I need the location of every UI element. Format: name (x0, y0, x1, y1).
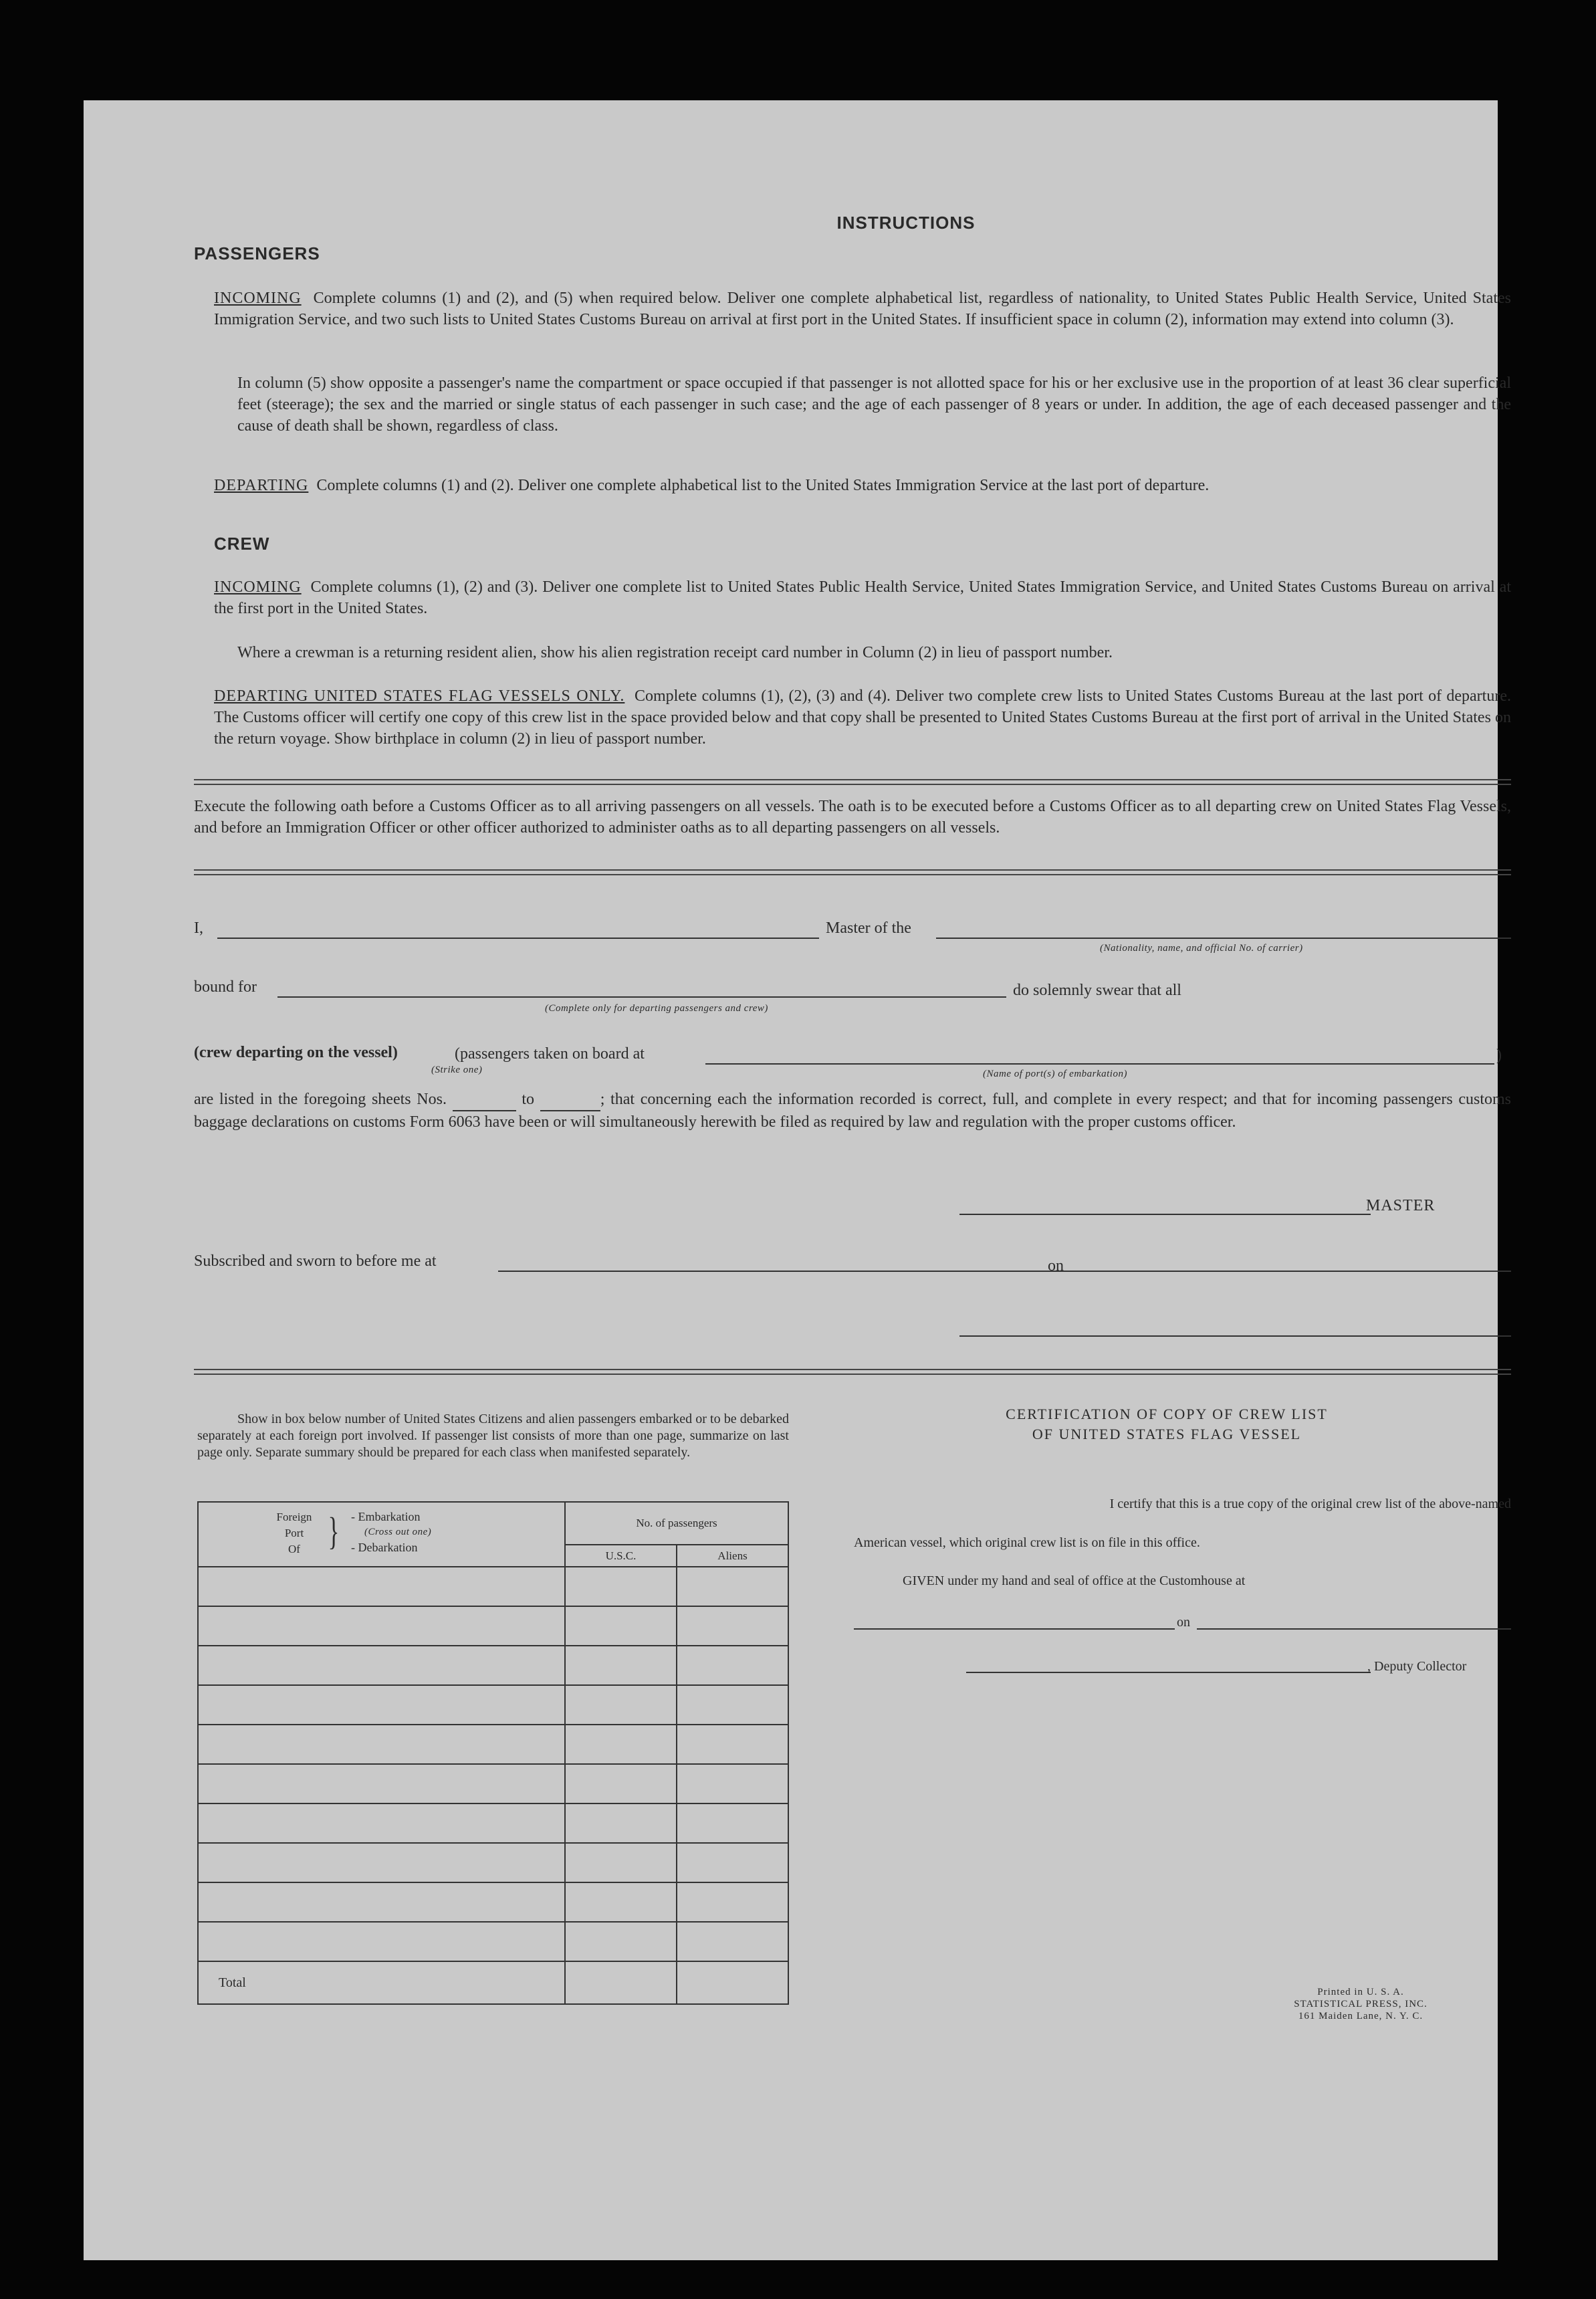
table-row (198, 1843, 788, 1882)
usc-cell[interactable] (565, 1803, 677, 1843)
master-of-label: Master of the (826, 919, 911, 937)
divider-line (194, 1369, 1511, 1375)
usc-cell[interactable] (565, 1685, 677, 1725)
certification-title-line2: OF UNITED STATES FLAG VESSEL (1032, 1426, 1302, 1442)
port-cell[interactable] (198, 1725, 565, 1764)
sheet-from-field[interactable] (453, 1089, 516, 1111)
bound-for-field[interactable] (277, 996, 1006, 998)
given-text: GIVEN under my hand and seal of office at the Customhouse at (903, 1573, 1246, 1588)
embarkation-option[interactable]: - Embarkation (351, 1510, 421, 1523)
usc-cell[interactable] (565, 1843, 677, 1882)
deputy-collector-label: , Deputy Collector (1367, 1659, 1467, 1674)
carrier-caption: (Nationality, name, and official No. of carrier) (1100, 943, 1303, 954)
deputy-signature-field[interactable] (966, 1672, 1371, 1673)
crew-resident-paragraph: Where a crewman is a returning resident alien, show his alien registration receipt card number in Column (2) in lieu of passport number. (237, 644, 1113, 661)
certification-title-line1: CERTIFICATION OF COPY OF CREW LIST (1006, 1406, 1328, 1422)
aliens-header: Aliens (677, 1545, 788, 1567)
master-signature-field[interactable] (959, 1214, 1371, 1215)
printer-line2: STATISTICAL PRESS, INC. (1294, 1999, 1428, 2009)
crew-departing-option[interactable]: (crew departing on the vessel) (194, 1044, 398, 1061)
port-cell[interactable] (198, 1685, 565, 1725)
passengers-departing-text: Complete columns (1) and (2). Deliver one complete alphabetical list to the United States Immigration Service at the last port of departure. (316, 477, 1210, 494)
bound-caption: (Complete only for departing passengers and crew) (545, 1003, 768, 1014)
table-row (198, 1764, 788, 1803)
table-row (198, 1685, 788, 1725)
total-label: Total (198, 1961, 565, 2004)
port-cell[interactable] (198, 1922, 565, 1961)
american-text: American vessel, which original crew list is on file in this office. (854, 1535, 1200, 1550)
listed-rest: ; that concerning each the information recorded is correct, full, and complete in every respect; and that for incoming passengers customs baggage declarations on customs Form 6063 have been or will simultaneously herewith be filed as required by law and regulation with the proper customs officer. (194, 1091, 1512, 1131)
printer-line1: Printed in U. S. A. (1317, 1987, 1404, 1997)
usc-cell[interactable] (565, 1606, 677, 1646)
crew-departing-paragraph (214, 685, 1511, 750)
aliens-total-cell[interactable] (677, 1961, 788, 2004)
swear-label: do solemnly swear that all (1013, 982, 1181, 999)
embarkation-port-field[interactable] (705, 1063, 1494, 1065)
port-cell[interactable] (198, 1567, 565, 1606)
port-cell[interactable] (198, 1803, 565, 1843)
usc-cell[interactable] (565, 1764, 677, 1803)
column5-paragraph: In column (5) show opposite a passenger's name the compartment or space occupied if that passenger is not allotted space for his or her exclusive use in the proportion of at least 36 clear superficial feet (steerage); the sex and the married or single status of each passenger in such case; and the age of each passenger of 8 years or under. In addition, the age of each deceased passenger and the cause of death shall be shown, regardless of class. (237, 374, 1511, 435)
master-label: MASTER (1366, 1197, 1436, 1214)
usc-cell[interactable] (565, 1646, 677, 1685)
certification-title (913, 1404, 1421, 1444)
certification-on-label: on (1177, 1615, 1190, 1630)
port-cell[interactable] (198, 1843, 565, 1882)
certification-date-field[interactable] (1197, 1628, 1511, 1630)
aliens-cell[interactable] (677, 1685, 788, 1725)
table-row (198, 1725, 788, 1764)
sworn-date-field[interactable] (1068, 1271, 1511, 1272)
document-page (84, 100, 1512, 2260)
total-row (198, 1961, 788, 2004)
passengers-incoming-label: INCOMING (214, 290, 302, 307)
passengers-incoming-text: Complete columns (1) and (2), and (5) when required below. Deliver one complete alphabetical list, regardless of nationality, to United States Public Health Service, United States Immigration Service, and two such lists to United States Customs Bureau on arrival at first port in the United States. If insufficient space in column (2), information may extend into column (3). (214, 290, 1511, 328)
close-paren: ) (1496, 1047, 1502, 1064)
sworn-on-label: on (1048, 1257, 1064, 1275)
aliens-cell[interactable] (677, 1646, 788, 1685)
master-name-field[interactable] (217, 938, 819, 939)
officer-signature-field[interactable] (959, 1335, 1511, 1337)
usc-cell[interactable] (565, 1922, 677, 1961)
passengers-departing-label: DEPARTING (214, 477, 309, 494)
oath-statement (194, 1089, 1511, 1133)
table-row (198, 1606, 788, 1646)
aliens-cell[interactable] (677, 1882, 788, 1922)
usc-header: U.S.C. (565, 1545, 677, 1567)
port-cell[interactable] (198, 1764, 565, 1803)
divider-line (194, 779, 1511, 785)
passenger-summary-table (197, 1501, 789, 2005)
sheet-to-field[interactable] (540, 1089, 600, 1111)
page-title: INSTRUCTIONS (836, 213, 976, 233)
oath-i-label: I, (194, 919, 203, 937)
brace-icon: } (328, 1509, 340, 1553)
aliens-cell[interactable] (677, 1922, 788, 1961)
aliens-cell[interactable] (677, 1803, 788, 1843)
divider-line (194, 869, 1511, 875)
crew-heading: CREW (214, 534, 270, 554)
port-cell[interactable] (198, 1882, 565, 1922)
aliens-cell[interactable] (677, 1725, 788, 1764)
table-row (198, 1646, 788, 1685)
crew-departing-label: DEPARTING UNITED STATES FLAG VESSELS ONLY. (214, 687, 625, 705)
usc-total-cell[interactable] (565, 1961, 677, 2004)
aliens-cell[interactable] (677, 1764, 788, 1803)
port-cell[interactable] (198, 1646, 565, 1685)
usc-cell[interactable] (565, 1725, 677, 1764)
usc-cell[interactable] (565, 1882, 677, 1922)
aliens-cell[interactable] (677, 1843, 788, 1882)
port-header-cell (198, 1502, 565, 1567)
crew-incoming-label: INCOMING (214, 578, 302, 596)
subscribed-label: Subscribed and sworn to before me at (194, 1252, 437, 1270)
port-caption: (Name of port(s) of embarkation) (983, 1069, 1127, 1079)
carrier-field[interactable] (936, 938, 1511, 939)
passengers-taken-option[interactable]: (passengers taken on board at (455, 1045, 645, 1063)
aliens-cell[interactable] (677, 1606, 788, 1646)
table-row (198, 1803, 788, 1843)
port-label: Port (284, 1527, 304, 1539)
no-of-passengers-header: No. of passengers (565, 1502, 788, 1545)
certify-text: I certify that this is a true copy of the original crew list of the above-named (1109, 1497, 1511, 1511)
summary-instructions: Show in box below number of United States Citizens and alien passengers embarked or to be debarked separately at each foreign port involved. If passenger list consists of more than one page, summarize on last page only. Separate summary should be prepared for each class when manifested separately. (197, 1412, 789, 1460)
sworn-place-field[interactable] (498, 1271, 1127, 1272)
debarkation-option[interactable]: - Debarkation (351, 1541, 418, 1554)
foreign-label: Foreign (276, 1511, 312, 1523)
listed-label: are listed in the foregoing sheets Nos. (194, 1091, 447, 1108)
passengers-departing-paragraph (214, 475, 1511, 496)
passengers-incoming-paragraph (214, 288, 1511, 330)
crew-departing-text: Complete columns (1), (2), (3) and (4). Deliver two complete crew lists to United States Customs Bureau at the last port of departure. The Customs officer will certify one copy of this crew list in the space provided below and that copy shall be presented to United States Customs Bureau at the first port of arrival in the United States on the return voyage. Show birthplace in column (2) in lieu of passport number. (214, 687, 1511, 748)
passengers-heading: PASSENGERS (194, 243, 320, 263)
cross-out-caption: (Cross out one) (364, 1527, 432, 1537)
port-cell[interactable] (198, 1606, 565, 1646)
aliens-cell[interactable] (677, 1567, 788, 1606)
listed-to: to (522, 1091, 534, 1108)
table-row (198, 1567, 788, 1606)
customhouse-field[interactable] (854, 1628, 1175, 1630)
usc-cell[interactable] (565, 1567, 677, 1606)
table-row (198, 1882, 788, 1922)
printer-imprint (1247, 1986, 1474, 2022)
of-label: Of (288, 1543, 300, 1555)
crew-incoming-paragraph (214, 576, 1511, 619)
crew-incoming-text: Complete columns (1), (2) and (3). Deliver one complete list to United States Public Health Service, United States Immigration Service, and United States Customs Bureau on arrival at the first port in the United States. (214, 578, 1511, 617)
oath-instruction: Execute the following oath before a Customs Officer as to all arriving passengers on all vessels. The oath is to be executed before a Customs Officer as to all departing crew on United States Flag Vessels, and before an Immigration Officer or other officer authorized to administer oaths as to all departing passengers on all vessels. (194, 798, 1511, 837)
printer-line3: 161 Maiden Lane, N. Y. C. (1298, 2011, 1423, 2021)
strike-caption: (Strike one) (431, 1065, 483, 1075)
bound-for-label: bound for (194, 978, 257, 996)
table-row (198, 1922, 788, 1961)
